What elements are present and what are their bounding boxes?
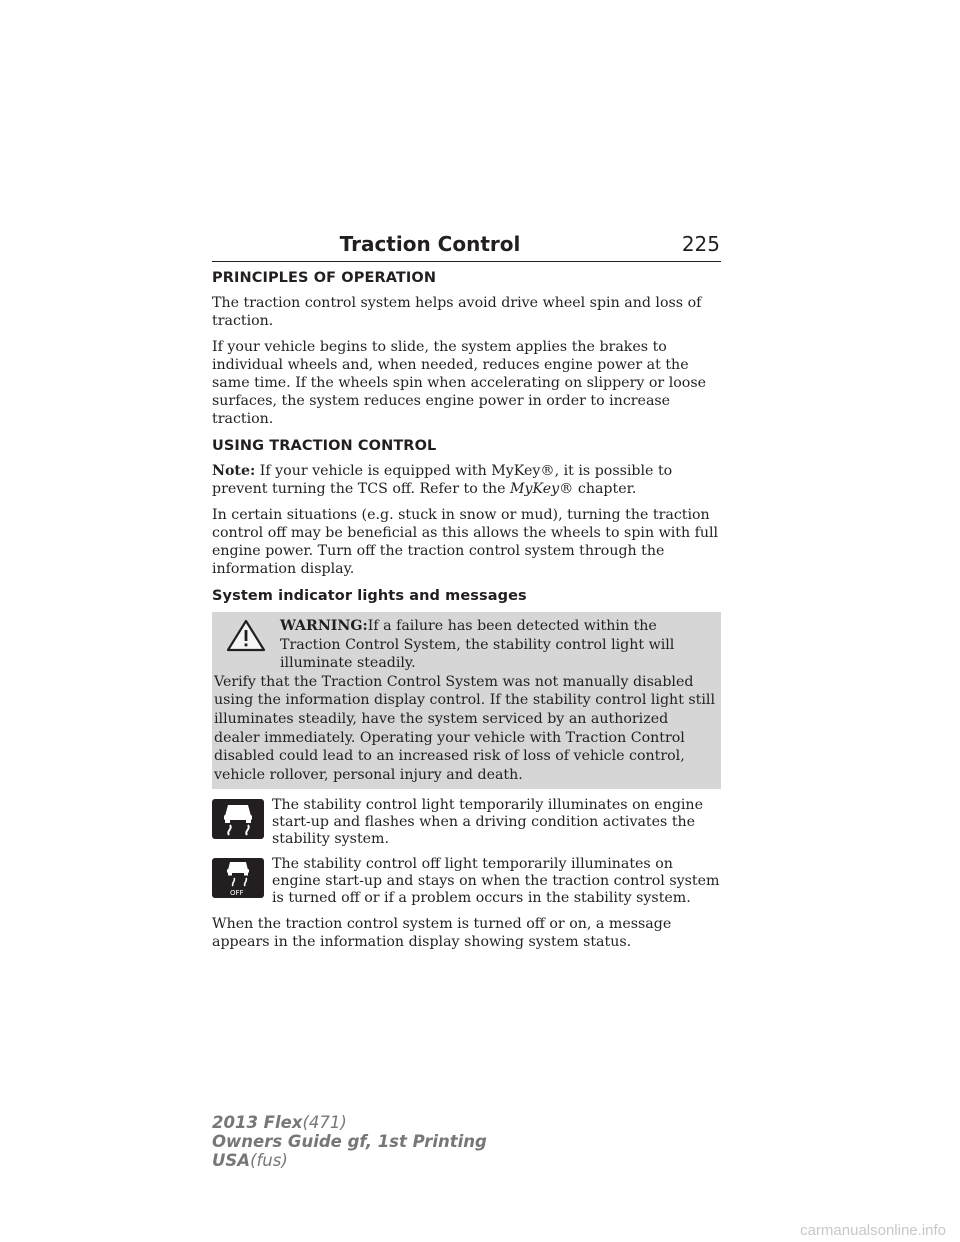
note-text: If your vehicle is equipped with MyKey®, it is possible to prevent turning the TCS off. Refer to the xyxy=(212,463,673,497)
warning-box xyxy=(212,612,721,789)
principles-heading: PRINCIPLES OF OPERATION xyxy=(212,270,437,286)
indicator-row xyxy=(212,797,721,848)
indicators-heading: System indicator lights and messages xyxy=(212,588,527,604)
footer-line-2: Owners Guide gf, 1st Printing xyxy=(212,1132,487,1151)
watermark: carmanualsonline.info xyxy=(800,1222,946,1239)
warning-lead xyxy=(280,617,715,673)
indicator-row xyxy=(212,856,721,907)
principles-paragraph-2: If your vehicle begins to slide, the system applies the brakes to individual wheels and, when needed, reduces engine power at the same time. If the wheels spin when accelerating on slippery or loose surfaces, the system reduces engine power in order to increase traction. xyxy=(212,339,707,427)
footer-line-1 xyxy=(212,1113,487,1132)
note-end: chapter. xyxy=(577,481,637,497)
chapter-title: Traction Control xyxy=(339,232,521,256)
using-paragraph: In certain situations (e.g. stuck in snow or mud), turning the traction control off may be beneficial as this allows the wheels to spin with full engine power. Turn off the traction control system through the information display. xyxy=(212,507,719,577)
off-label: OFF xyxy=(230,889,244,898)
note-label: Note: xyxy=(212,463,256,479)
page-number: 225 xyxy=(681,232,720,256)
principles-paragraph-1: The traction control system helps avoid drive wheel spin and loss of traction. xyxy=(212,295,702,329)
footer-model: 2013 Flex xyxy=(212,1113,303,1132)
footer-model-code: (471) xyxy=(302,1113,347,1132)
using-heading: USING TRACTION CONTROL xyxy=(212,438,437,454)
page-content xyxy=(212,268,721,959)
note-paragraph xyxy=(212,462,721,498)
warning-lead-text: If a failure has been detected within the Traction Control System, the stability control light will illuminate steadily. xyxy=(280,618,675,672)
stability-control-icon xyxy=(212,799,264,839)
stability-control-off-icon xyxy=(212,858,264,898)
warning-triangle-icon xyxy=(224,617,268,653)
warning-body: Verify that the Traction Control System was not manually disabled using the information display control. If the stability control light still illuminates steadily, have the system serviced by an authorized dealer immediately. Operating your vehicle with Traction Control disabled could lead to an increased risk of loss of vehicle control, vehicle rollover, personal injury and death. xyxy=(214,673,715,783)
warning-label: WARNING: xyxy=(280,618,368,634)
footer-market-code: (fus) xyxy=(250,1151,288,1170)
footer-market: USA xyxy=(212,1151,251,1170)
header-divider xyxy=(212,261,721,262)
closing-paragraph: When the traction control system is turned off or on, a message appears in the information display showing system status. xyxy=(212,916,672,951)
footer-line-3 xyxy=(212,1151,487,1170)
indicator-text: The stability control light temporarily illuminates on engine start-up and flashes when a driving condition activates the stability system. xyxy=(272,797,703,848)
print-footer xyxy=(212,1113,487,1170)
indicator-text: The stability control off light temporarily illuminates on engine start-up and stays on when the traction control system is turned off or if a problem occurs in the stability system. xyxy=(272,856,720,907)
mykey-reference: MyKey® xyxy=(510,481,574,497)
page-header xyxy=(212,229,720,259)
